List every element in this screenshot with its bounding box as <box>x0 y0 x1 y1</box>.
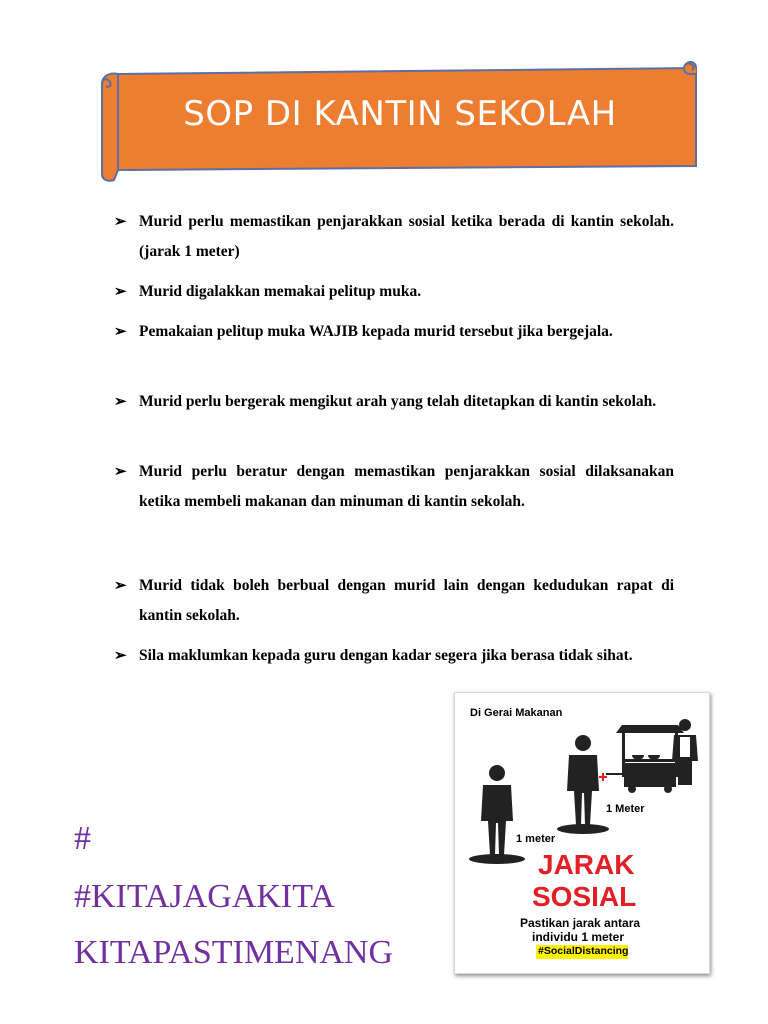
arrow-bullet-icon: ➢ <box>114 284 127 300</box>
poster-subtitle-line1: Pastikan jarak antara <box>520 916 641 930</box>
list-item <box>112 277 674 307</box>
title-banner <box>96 58 704 184</box>
list-item <box>112 387 674 417</box>
rule-text: Murid digalakkan memakai pelitup muka. <box>139 283 422 300</box>
person-icon <box>557 735 609 834</box>
rule-text: Murid perlu memastikan penjarakkan sosial ketika berada di kantin sekolah. (jarak 1 meter) <box>139 213 674 260</box>
arrow-bullet-icon: ➢ <box>114 648 127 664</box>
poster-header: Di Gerai Makanan <box>470 707 563 719</box>
arrow-bullet-icon: ➢ <box>114 394 127 410</box>
rule-text: Murid perlu bergerak mengikut arah yang telah ditetapkan di kantin sekolah. <box>139 393 657 410</box>
rule-text: Murid tidak boleh berbual dengan murid lain dengan kedudukan rapat di kantin sekolah. <box>139 577 674 624</box>
arrow-bullet-icon: ➢ <box>114 464 127 480</box>
list-item <box>112 571 674 631</box>
hashtag-line-3: KITAPASTIMENANG <box>74 934 394 971</box>
list-item <box>112 641 674 671</box>
list-item <box>112 207 674 267</box>
arrow-bullet-icon: ➢ <box>114 578 127 594</box>
person-icon <box>469 765 525 864</box>
distance-label: 1 meter <box>516 833 556 845</box>
poster-subtitle-line2: individu 1 meter <box>532 930 625 944</box>
list-item <box>112 457 674 517</box>
hashtag-line-2: #KITAJAGAKITA <box>74 878 335 915</box>
arrow-bullet-icon: ➢ <box>114 214 127 230</box>
poster-artwork <box>466 703 698 961</box>
page-title: SOP DI KANTIN SEKOLAH <box>183 94 617 134</box>
rule-text: Murid perlu beratur dengan memastikan penjarakkan sosial dilaksanakan ketika membeli makanan dan minuman di kantin sekolah. <box>139 463 674 510</box>
rule-text: Sila maklumkan kepada guru dengan kadar segera jika berasa tidak sihat. <box>139 647 633 664</box>
poster-hashtag: #SocialDistancing <box>538 945 629 957</box>
list-item <box>112 317 674 347</box>
poster-title-line2: SOSIAL <box>532 881 637 912</box>
arrow-bullet-icon: ➢ <box>114 324 127 340</box>
social-distancing-poster <box>454 692 710 974</box>
hashtag-line-1: # <box>74 820 91 857</box>
distance-label: 1 Meter <box>606 803 645 815</box>
poster-title-line1: JARAK <box>538 849 635 880</box>
rule-text: Pemakaian pelitup muka WAJIB kepada murid tersebut jika bergejala. <box>139 323 613 340</box>
